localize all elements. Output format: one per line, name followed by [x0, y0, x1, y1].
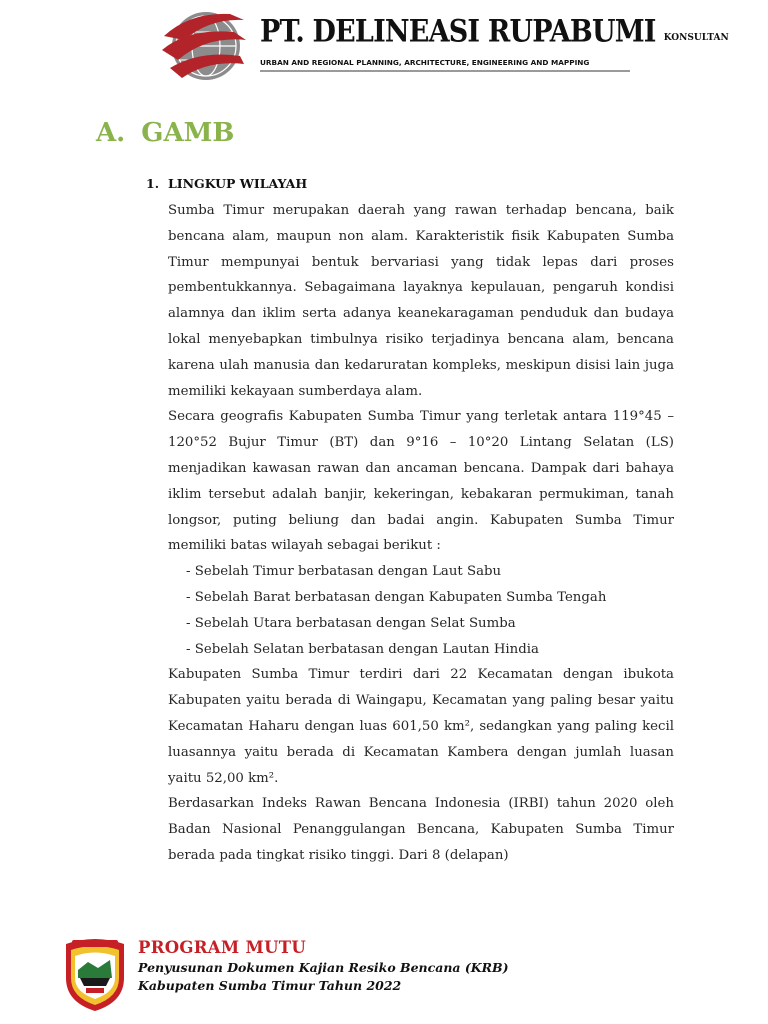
document-subtitle-line: Kabupaten Sumba Timur Tahun 2022 — [138, 978, 402, 993]
office-address-line — [260, 69, 630, 75]
boundary-item: - Sebelah Barat berbatasan dengan Kabupaten Sumba Tengah — [186, 585, 674, 611]
globe-logo-icon — [160, 6, 248, 84]
boundary-item: - Sebelah Timur berbatasan dengan Laut Sabu — [186, 559, 674, 585]
company-name: PT. DELINEASI RUPABUMI — [260, 13, 656, 50]
regency-emblem-icon — [62, 934, 128, 1012]
letterhead — [160, 6, 729, 86]
boundary-item: - Sebelah Utara berbatasan dengan Selat Sumba — [186, 611, 674, 637]
company-suffix: KONSULTAN — [663, 33, 729, 43]
paragraph: Berdasarkan Indeks Rawan Bencana Indonesia (IRBI) tahun 2020 oleh Badan Nasional Penanggulangan Bencana, Kabupaten Sumba Timur berada pada tingkat risiko tinggi. Dari 8 (delapan) — [168, 796, 674, 863]
page-footer — [62, 934, 702, 1014]
section-title — [96, 118, 234, 148]
footer-text — [138, 938, 509, 993]
boundary-list — [168, 559, 674, 662]
company-tagline: URBAN AND REGIONAL PLANNING, ARCHITECTURE, ENGINEERING AND MAPPING — [260, 58, 590, 67]
boundary-item: - Sebelah Selatan berbatasan dengan Lautan Hindia — [186, 637, 674, 663]
paragraph: Kabupaten Sumba Timur terdiri dari 22 Kecamatan dengan ibukota Kabupaten yaitu berada di Waingapu, Kecamatan yang paling besar yaitu Kecamatan Haharu dengan luas 601,50 km², sedangkan yang paling kecil luasannya yaitu berada di Kecamatan Kambera dengan jumlah luasan yaitu 52,00 km². — [168, 667, 674, 786]
section-number: A. — [96, 118, 126, 148]
office-address-redacted — [260, 69, 630, 74]
section-title-text: GAMB — [141, 118, 235, 148]
program-title: PROGRAM MUTU — [138, 938, 307, 957]
body-text — [168, 198, 674, 869]
subsection-number: 1. — [146, 176, 160, 191]
subsection-heading — [146, 176, 307, 191]
document-title-line: Penyusunan Dokumen Kajian Resiko Bencana (KRB) — [138, 960, 509, 975]
company-name-block — [260, 13, 729, 50]
paragraph: Secara geografis Kabupaten Sumba Timur yang terletak antara 119°45 – 120°52 Bujur Timur (BT) dan 9°16 – 10°20 Lintang Selatan (LS) menjadikan kawasan rawan dan ancaman bencana. Dampak dari bahaya iklim tersebut adalah banjir, kekeringan, kebakaran permukiman, tanah longsor, puting beliung dan badai angin. Kabupaten Sumba Timur memiliki batas wilayah sebagai berikut : — [168, 409, 674, 554]
subsection-title: LINGKUP WILAYAH — [168, 176, 308, 191]
paragraph: Sumba Timur merupakan daerah yang rawan terhadap bencana, baik bencana alam, maupun non alam. Karakteristik fisik Kabupaten Sumba Timur mempunyai bentuk bervariasi yang tidak lepas dari proses pembentukkannya. Sebagaimana layaknya kepulauan, pengaruh kondisi alamnya dan iklim serta adanya keanekaragaman penduduk dan budaya lokal menyebapkan timbulnya risiko terjadinya bencana alam, bencana karena ulah manusia dan kedaruratan kompleks, meskipun disisi lain juga memiliki kekayaan sumberdaya alam. — [168, 203, 674, 399]
